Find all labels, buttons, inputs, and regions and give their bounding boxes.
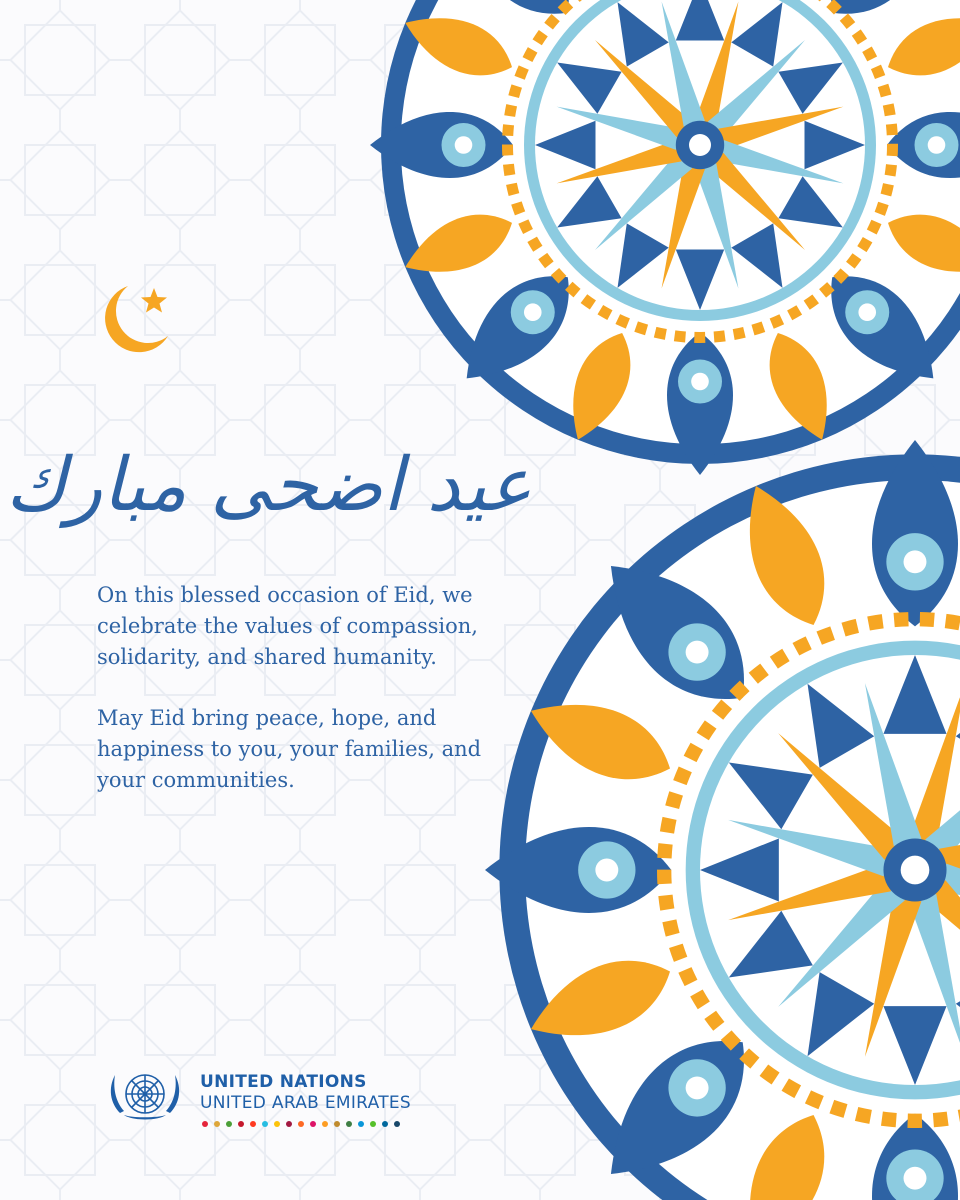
sdg-dot	[310, 1121, 316, 1127]
sdg-dot	[226, 1121, 232, 1127]
sdg-dot	[238, 1121, 244, 1127]
crescent-star-icon	[98, 278, 178, 358]
mandala-ornament-top	[370, 0, 960, 475]
sdg-dot	[298, 1121, 304, 1127]
un-emblem-icon	[100, 1063, 190, 1129]
sdg-dot	[394, 1121, 400, 1127]
organization-name: UNITED NATIONS	[200, 1072, 367, 1092]
sdg-color-dots	[202, 1121, 400, 1127]
sdg-dot	[250, 1121, 256, 1127]
arabic-greeting: عيد اضحى مبارك	[5, 442, 532, 528]
sdg-dot	[322, 1121, 328, 1127]
sdg-dot	[286, 1121, 292, 1127]
sdg-dot	[370, 1121, 376, 1127]
sdg-dot	[346, 1121, 352, 1127]
message-paragraph-2: May Eid bring peace, hope, and happiness to you, your families, and your communities.	[97, 706, 482, 792]
greeting-message	[97, 580, 517, 796]
sdg-dot	[382, 1121, 388, 1127]
sdg-dot	[274, 1121, 280, 1127]
sdg-dot	[202, 1121, 208, 1127]
sdg-dot	[334, 1121, 340, 1127]
organization-country: UNITED ARAB EMIRATES	[200, 1093, 412, 1113]
sdg-dot	[262, 1121, 268, 1127]
sdg-dot	[214, 1121, 220, 1127]
message-paragraph-1: On this blessed occasion of Eid, we celebrate the values of compassion, solidarity, and shared humanity.	[97, 583, 478, 669]
sdg-dot	[358, 1121, 364, 1127]
mandala-ornament-bottom	[485, 440, 960, 1200]
